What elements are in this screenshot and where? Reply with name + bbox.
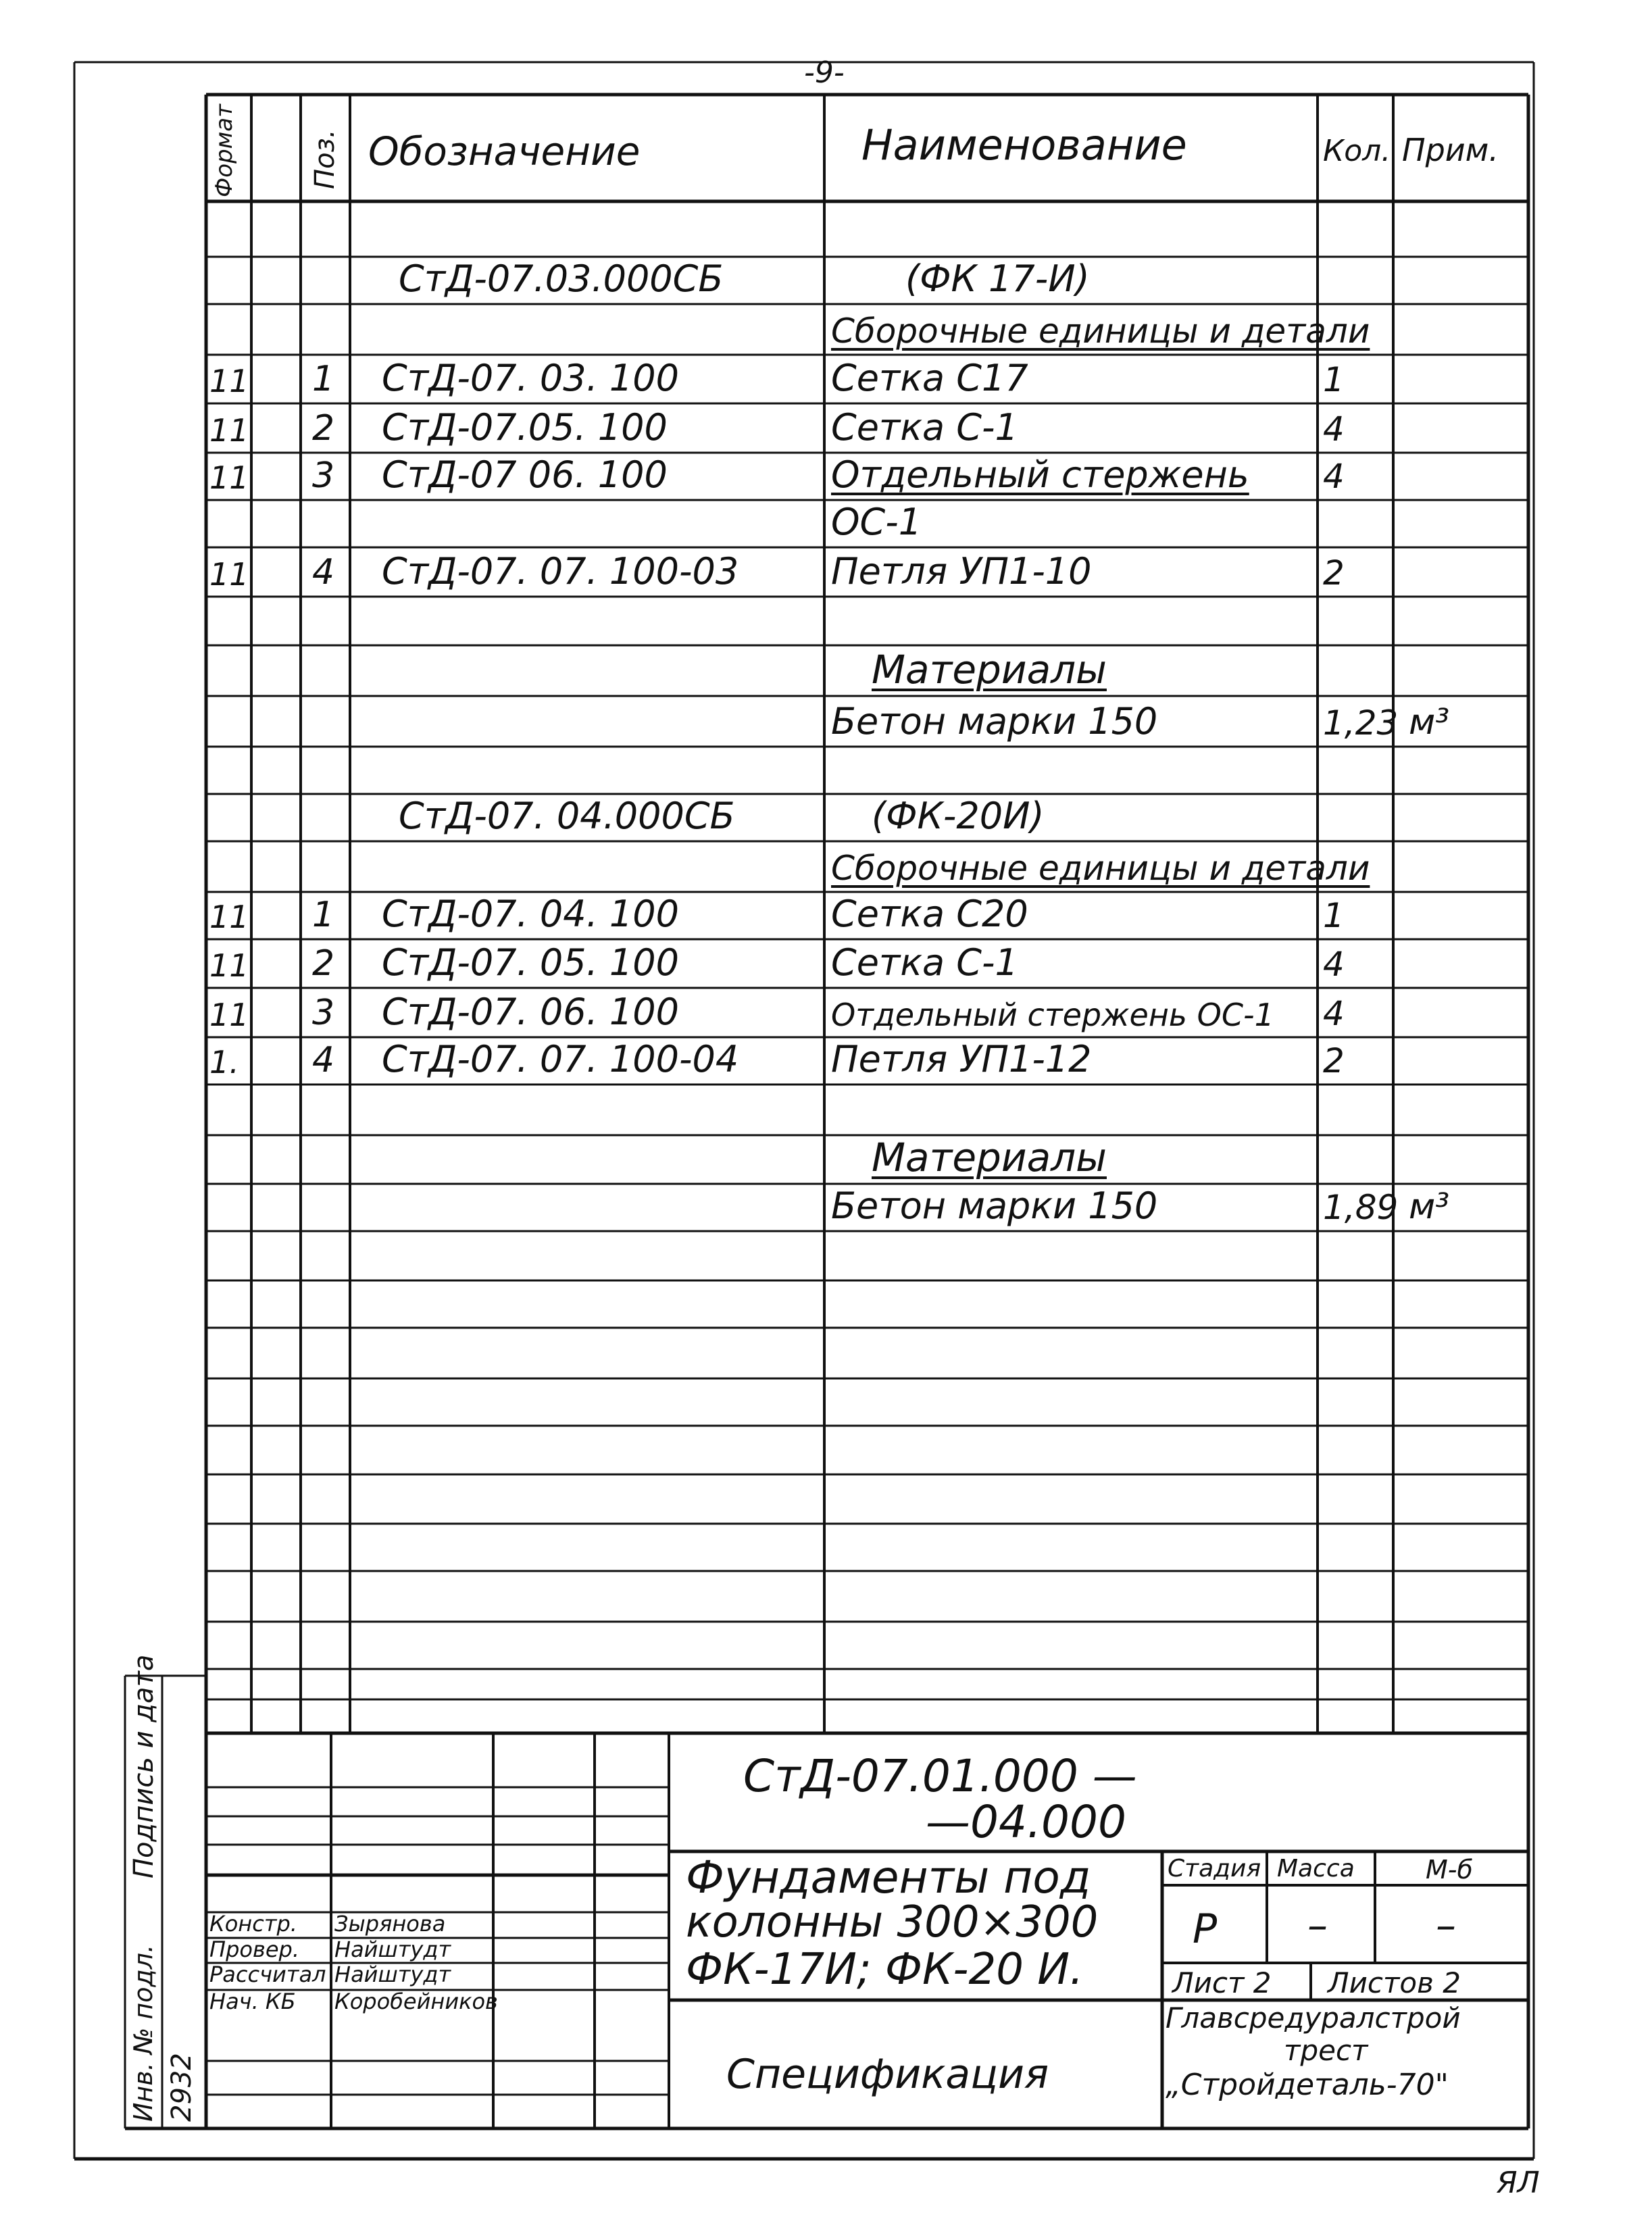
signer-name: Коробейников: [334, 1989, 498, 2014]
doc-type: Спецификация: [726, 2051, 1049, 2098]
cell-qty: 4: [1323, 945, 1345, 984]
org-line1: Главсредуралстрой: [1166, 2001, 1461, 2035]
cell-format: 11: [209, 459, 249, 496]
org-line2: трест: [1284, 2034, 1368, 2067]
cell-designation: СтД-07. 04. 100: [382, 893, 679, 935]
header-pos: Поз.: [309, 129, 341, 189]
cell-name: Сборочные единицы и детали: [831, 311, 1370, 351]
stage-value: Р: [1193, 1905, 1218, 1953]
cell-designation: СтД-07.03.000СБ: [399, 257, 724, 300]
cell-pos: 2: [312, 408, 335, 449]
cell-name: Бетон марки 150: [831, 1185, 1158, 1227]
footer-mark: ЯЛ: [1497, 2166, 1540, 2200]
cell-qty: 1: [1323, 360, 1345, 399]
cell-name: Материалы: [872, 1135, 1107, 1180]
document-code-line2: —04.000: [926, 1796, 1126, 1848]
sheets-label: Листов 2: [1328, 1966, 1461, 1999]
cell-format: 11: [209, 412, 249, 449]
header-qty: Кол.: [1323, 134, 1391, 168]
header-format: Формат: [211, 104, 238, 197]
sheet-label: Лист 2: [1172, 1966, 1272, 1999]
cell-qty: 4: [1323, 457, 1345, 496]
cell-designation: СтД-07 06. 100: [382, 453, 668, 496]
cell-format: 11: [209, 947, 249, 984]
cell-qty: 1,23: [1323, 703, 1399, 743]
cell-name: Отдельный стержень ОС-1: [831, 997, 1274, 1033]
scale-value: –: [1436, 1902, 1456, 1949]
cell-format: 1.: [209, 1044, 239, 1080]
side-label-inventory-no: Инв. № подл.: [128, 1944, 158, 2122]
cell-name: Сборочные единицы и детали: [831, 849, 1370, 888]
org-line3: „Стройдеталь-70": [1166, 2068, 1449, 2102]
signer-role: Рассчитал: [209, 1962, 326, 1987]
side-label-signature-date: Подпись и дата: [128, 1654, 159, 1878]
stage-label: Стадия: [1168, 1855, 1261, 1883]
header-name: Наименование: [861, 120, 1187, 170]
cell-name: Петля УП1-12: [831, 1038, 1092, 1080]
cell-name: Сетка С-1: [831, 406, 1018, 449]
cell-designation: СтД-07. 05. 100: [382, 941, 679, 984]
cell-format: 11: [209, 363, 249, 399]
cell-qty: 2: [1323, 1041, 1345, 1080]
cell-qty: 1: [1323, 896, 1345, 935]
signer-role: Провер.: [209, 1937, 299, 1962]
cell-designation: СтД-07. 04.000СБ: [399, 795, 735, 837]
cell-name: Сетка С20: [831, 893, 1028, 935]
title-line3: ФК-17И; ФК-20 И.: [686, 1945, 1084, 1995]
cell-pos: 3: [312, 455, 335, 496]
cell-pos: 1: [312, 359, 335, 399]
scale-label: М-б: [1426, 1855, 1473, 1885]
cell-note: м³: [1409, 1187, 1450, 1227]
title-line2: колонны 300×300: [686, 1897, 1099, 1947]
cell-pos: 3: [312, 993, 335, 1033]
cell-name: Сетка С-1: [831, 941, 1018, 984]
cell-designation: СтД-07. 07. 100-04: [382, 1038, 739, 1080]
header-designation: Обозначение: [368, 128, 641, 174]
cell-pos: 1: [312, 895, 335, 935]
cell-name: ОС-1: [831, 501, 922, 543]
mass-value: –: [1307, 1902, 1328, 1949]
mass-label: Масса: [1277, 1855, 1355, 1883]
cell-qty: 4: [1323, 994, 1345, 1033]
signer-name: Найштудт: [334, 1937, 451, 1962]
signer-role: Нач. КБ: [209, 1989, 296, 2014]
cell-name: (ФК-20И): [872, 795, 1045, 837]
cell-format: 11: [209, 997, 249, 1033]
cell-qty: 4: [1323, 409, 1345, 449]
cell-format: 11: [209, 899, 249, 935]
cell-pos: 4: [312, 552, 335, 593]
cell-name: Сетка С17: [831, 357, 1028, 399]
cell-name: Материалы: [872, 647, 1107, 693]
cell-designation: СтД-07. 07. 100-03: [382, 550, 739, 593]
cell-designation: СтД-07.05. 100: [382, 406, 668, 449]
header-note: Прим.: [1402, 132, 1499, 168]
cell-pos: 4: [312, 1040, 335, 1080]
cell-name: Отдельный стержень: [831, 453, 1249, 496]
cell-note: м³: [1409, 702, 1450, 743]
signer-name: Зырянова: [334, 1911, 446, 1937]
cell-qty: 2: [1323, 553, 1345, 593]
cell-designation: СтД-07. 06. 100: [382, 991, 679, 1033]
page-number: -9-: [804, 55, 845, 90]
title-line1: Фундаменты под: [686, 1851, 1091, 1903]
cell-qty: 1,89: [1323, 1188, 1399, 1227]
side-label-inventory-value: 2932: [166, 2053, 197, 2122]
signer-name: Найштудт: [334, 1962, 451, 1987]
cell-designation: СтД-07. 03. 100: [382, 357, 679, 399]
signer-role: Констр.: [209, 1911, 297, 1937]
cell-name: Бетон марки 150: [831, 700, 1158, 743]
cell-name: Петля УП1-10: [831, 550, 1092, 593]
cell-format: 11: [209, 556, 249, 593]
document-code-line1: СтД-07.01.000 —: [743, 1750, 1137, 1802]
cell-pos: 2: [312, 943, 335, 984]
cell-name: (ФК 17-И): [905, 257, 1090, 300]
